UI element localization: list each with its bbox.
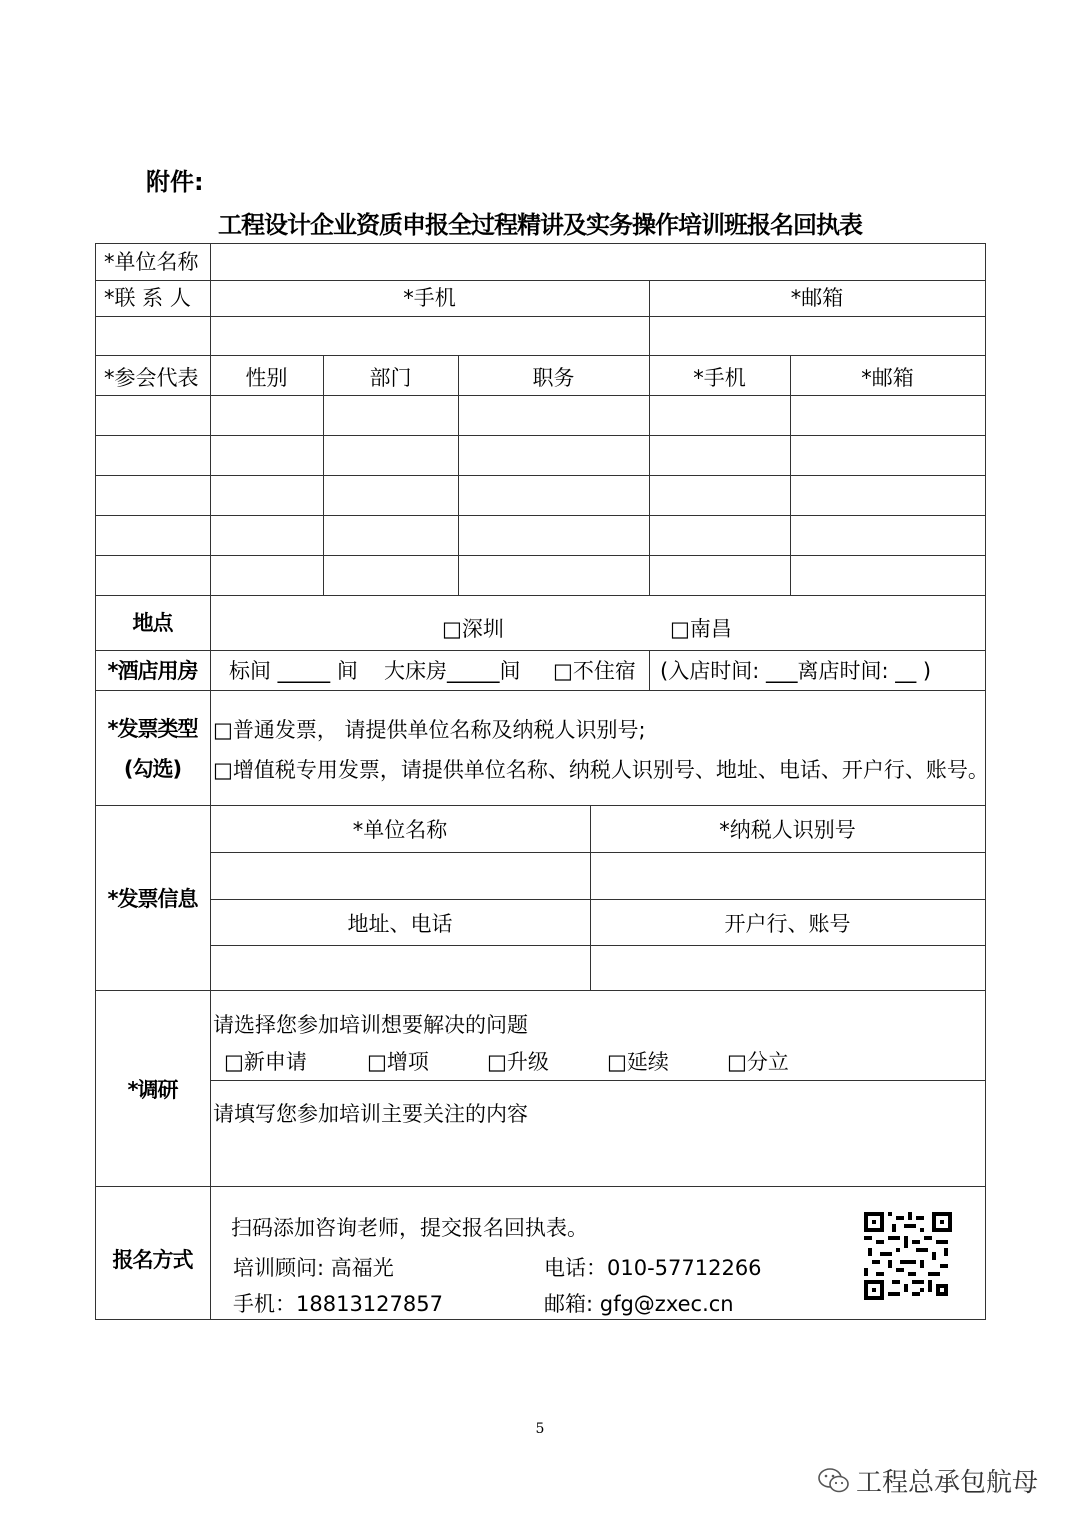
rule: [95, 805, 986, 806]
invoice-unit-header: *单位名称: [352, 818, 448, 842]
signup-instruction: 扫码添加咨询老师，提交报名回执表。: [231, 1216, 588, 1240]
location-option-nanchang[interactable]: □南昌: [670, 617, 732, 641]
invoice-taxid-header: *纳税人识别号: [719, 818, 856, 842]
rule: [95, 435, 986, 436]
invoice-type-sublabel: (勾选): [123, 757, 182, 781]
position-header: 职务: [532, 366, 575, 390]
rule: [210, 1080, 986, 1081]
rule: [95, 243, 986, 244]
invoice-option-vat[interactable]: □增值税专用发票，请提供单位名称、纳税人识别号、地址、电话、开户行、账号。: [213, 758, 989, 782]
survey-option-renew[interactable]: □延续: [607, 1050, 669, 1074]
page-number: 5: [535, 1421, 545, 1437]
rule: [95, 515, 986, 516]
survey-option-split[interactable]: □分立: [727, 1050, 789, 1074]
page-title: 工程设计企业资质申报全过程精讲及实务操作培训班报名回执表: [218, 211, 862, 239]
rule: [210, 945, 986, 946]
rule: [95, 243, 96, 1320]
delegates-label: *参会代表: [104, 366, 199, 390]
rule: [458, 355, 459, 595]
department-header: 部门: [369, 366, 412, 390]
rule: [323, 355, 324, 595]
rule: [95, 1319, 986, 1320]
rule: [95, 650, 986, 651]
hotel-label: *酒店用房: [107, 659, 198, 683]
hotel-king-room-field[interactable]: 大床房_____间: [384, 659, 521, 683]
mobile-info: 手机：18813127857: [233, 1292, 443, 1316]
survey-option-upgrade[interactable]: □升级: [487, 1050, 549, 1074]
contact-label: *联 系 人: [104, 286, 191, 310]
rule: [649, 650, 650, 690]
gender-header: 性别: [245, 366, 288, 390]
rule: [95, 316, 986, 317]
qr-code-icon: [864, 1212, 952, 1300]
delegate-phone-header: *手机: [693, 366, 746, 390]
rule: [95, 475, 986, 476]
rule: [95, 595, 986, 596]
signup-label: 报名方式: [112, 1248, 193, 1272]
rule: [210, 899, 986, 900]
hotel-checkin-checkout-field[interactable]: (入店时间: ___离店时间: __ ): [660, 659, 932, 683]
survey-question-2: 请填写您参加培训主要关注的内容: [213, 1102, 528, 1126]
contact-phone-header: *手机: [403, 286, 456, 310]
contact-email-header: *邮箱: [790, 286, 844, 310]
invoice-info-label: *发票信息: [107, 887, 198, 911]
wechat-icon: [818, 1467, 850, 1495]
rule: [95, 355, 986, 356]
email-info: 邮箱: gfg@zxec.cn: [544, 1292, 734, 1316]
watermark-text: 工程总承包航母: [856, 1468, 1039, 1498]
rule: [95, 1186, 986, 1187]
survey-option-add[interactable]: □增项: [367, 1050, 429, 1074]
location-label: 地点: [132, 611, 173, 635]
rule: [210, 852, 986, 853]
invoice-type-label: *发票类型: [107, 717, 198, 741]
consultant-info: 培训顾问: 高福光: [233, 1256, 394, 1280]
hotel-twin-room-field[interactable]: 标间 _____ 间: [229, 659, 358, 683]
survey-option-new[interactable]: □新申请: [224, 1050, 307, 1074]
survey-label: *调研: [127, 1078, 178, 1102]
rule: [790, 355, 791, 595]
telephone-info: 电话：010-57712266: [544, 1256, 762, 1280]
survey-question-1: 请选择您参加培训想要解决的问题: [213, 1013, 528, 1037]
rule: [649, 280, 650, 595]
rule: [210, 243, 211, 1320]
delegate-email-header: *邮箱: [861, 366, 914, 390]
invoice-option-normal[interactable]: □普通发票， 请提供单位名称及纳税人识别号;: [213, 718, 646, 742]
rule: [95, 555, 986, 556]
invoice-bank-header: 开户行、账号: [724, 912, 851, 936]
invoice-address-header: 地址、电话: [347, 912, 453, 936]
rule: [95, 990, 986, 991]
unit-name-label: *单位名称: [104, 250, 199, 274]
watermark: [818, 1462, 1038, 1499]
hotel-no-stay-option[interactable]: □不住宿: [553, 659, 636, 683]
location-option-shenzhen[interactable]: □深圳: [442, 617, 504, 641]
rule: [95, 280, 986, 281]
rule: [95, 395, 986, 396]
rule: [95, 690, 986, 691]
attachment-label: 附件:: [146, 168, 204, 196]
